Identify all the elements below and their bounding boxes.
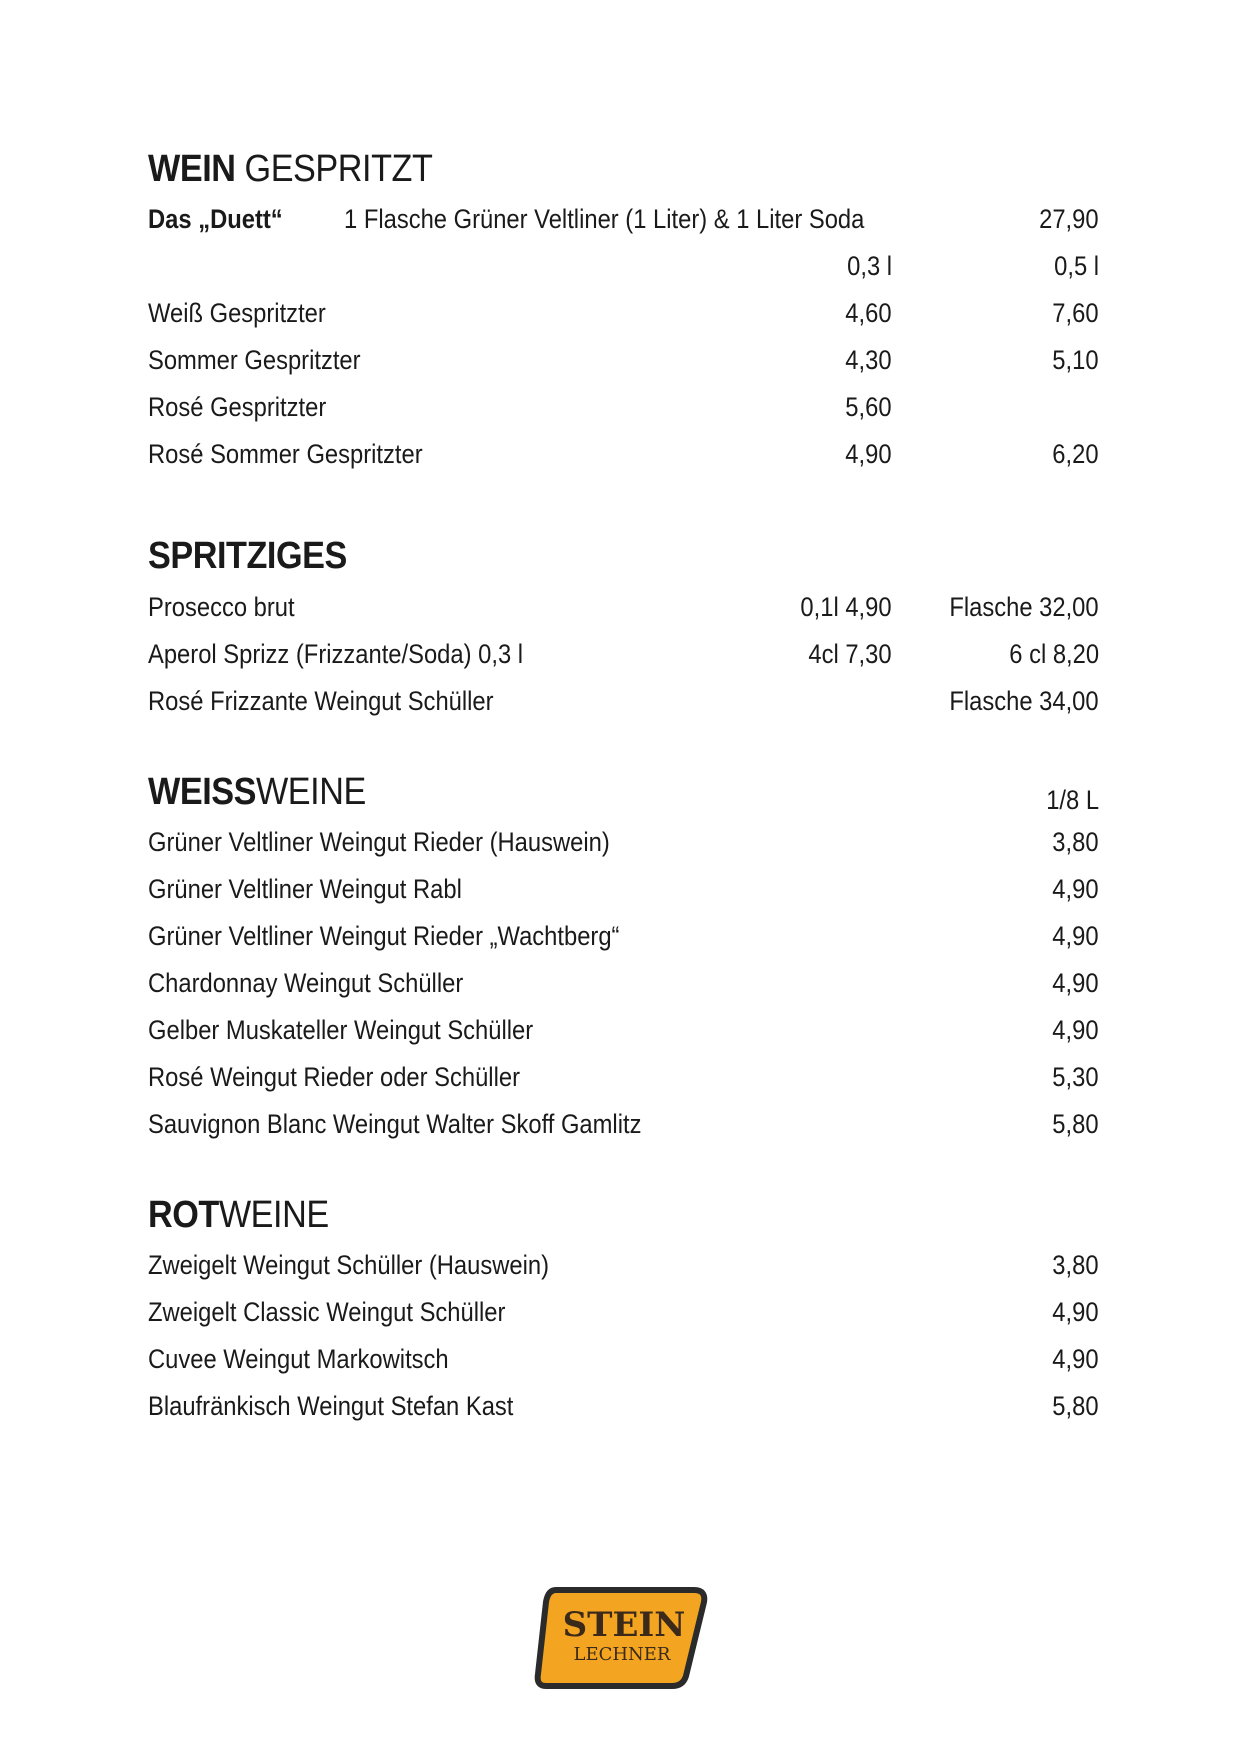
menu-item-row — [148, 1007, 1099, 1054]
item-name: Grüner Veltliner Weingut Rabl — [148, 874, 462, 904]
item-list — [148, 290, 1099, 478]
item-price: 3,80 — [1052, 827, 1099, 857]
item-price-large: 6 cl 8,20 — [1009, 639, 1099, 669]
item-name: Grüner Veltliner Weingut Rieder (Hauswein) — [148, 827, 610, 857]
item-price: 3,80 — [1052, 1250, 1099, 1280]
menu-item-row — [148, 1383, 1099, 1430]
item-name: Aperol Sprizz (Frizzante/Soda) 0,3 l — [148, 639, 524, 669]
item-name: Rosé Sommer Gespritzter — [148, 439, 423, 469]
item-price-small: 4,30 — [845, 345, 892, 375]
menu-item-row — [148, 1289, 1099, 1336]
item-description: 1 Flasche Grüner Veltliner (1 Liter) & 1 Liter Soda — [344, 204, 865, 234]
section-heading — [148, 534, 1004, 578]
item-name: Grüner Veltliner Weingut Rieder „Wachtberg“ — [148, 921, 620, 951]
section-heading — [148, 770, 1004, 814]
item-name: Prosecco brut — [148, 592, 295, 622]
item-price: 4,90 — [1052, 874, 1099, 904]
item-price-small: 0,1l 4,90 — [800, 592, 892, 622]
heading-light: WEINE — [255, 771, 366, 813]
menu-item-row — [148, 819, 1099, 866]
item-price: 5,30 — [1052, 1062, 1099, 1092]
item-price-large: 5,10 — [1052, 345, 1099, 375]
size-label-small: 0,3 l — [847, 251, 892, 281]
menu-item-row — [148, 431, 1099, 478]
section-heading — [148, 147, 1004, 191]
item-price-large: Flasche 34,00 — [949, 686, 1099, 716]
menu-item-row — [148, 337, 1099, 384]
menu-item-row — [148, 384, 1099, 431]
item-name: Rosé Frizzante Weingut Schüller — [148, 686, 494, 716]
item-name: Chardonnay Weingut Schüller — [148, 968, 464, 998]
section-spritziges — [148, 534, 1099, 725]
menu-item-row — [148, 1101, 1099, 1148]
menu-item-row — [148, 1054, 1099, 1101]
item-name: Das „Duett“ — [148, 204, 283, 234]
item-name: Rosé Gespritzter — [148, 392, 327, 422]
item-price-small: 5,60 — [845, 392, 892, 422]
item-price: 4,90 — [1052, 968, 1099, 998]
item-name: Weiß Gespritzter — [148, 298, 326, 328]
duett-row — [148, 196, 1099, 243]
size-label: 1/8 L — [1046, 785, 1099, 815]
item-price-small: 4cl 7,30 — [808, 639, 892, 669]
heading-bold: ROT — [148, 1194, 219, 1236]
item-name: Sommer Gespritzter — [148, 345, 361, 375]
heading-bold: WEIN — [148, 148, 236, 190]
menu-item-row — [148, 1336, 1099, 1383]
item-price: 4,90 — [1052, 1297, 1099, 1327]
item-list — [148, 1242, 1099, 1430]
item-name: Zweigelt Weingut Schüller (Hauswein) — [148, 1250, 550, 1280]
size-label-large: 0,5 l — [1054, 251, 1099, 281]
item-name: Blaufränkisch Weingut Stefan Kast — [148, 1391, 514, 1421]
heading-bold: SPRITZIGES — [148, 535, 347, 577]
item-price-large: Flasche 32,00 — [949, 592, 1099, 622]
steinlechner-logo — [534, 1584, 708, 1692]
item-price-small: 4,60 — [845, 298, 892, 328]
section-wein-gespritzt — [148, 147, 1099, 478]
wine-menu-page — [148, 0, 1099, 1754]
menu-item-row — [148, 960, 1099, 1007]
heading-bold: WEISS — [148, 771, 256, 813]
item-price: 4,90 — [1052, 1344, 1099, 1374]
item-price: 5,80 — [1052, 1391, 1099, 1421]
logo-text-lechner: LECHNER — [573, 1644, 671, 1665]
menu-item-row — [148, 631, 1099, 678]
item-price: 5,80 — [1052, 1109, 1099, 1139]
heading-light: GESPRITZT — [235, 148, 433, 190]
item-name: Sauvignon Blanc Weingut Walter Skoff Gamlitz — [148, 1109, 642, 1139]
item-price: 4,90 — [1052, 1015, 1099, 1045]
menu-item-row — [148, 290, 1099, 337]
menu-item-row — [148, 913, 1099, 960]
item-price-large: 7,60 — [1052, 298, 1099, 328]
item-price: 27,90 — [1039, 204, 1099, 234]
menu-item-row — [148, 678, 1099, 725]
section-weissweine — [148, 770, 1099, 1148]
heading-light: WEINE — [218, 1194, 329, 1236]
item-price: 4,90 — [1052, 921, 1099, 951]
item-list — [148, 584, 1099, 725]
logo-text-stein: STEIN — [562, 1605, 686, 1645]
item-name: Zweigelt Classic Weingut Schüller — [148, 1297, 506, 1327]
section-rotweine — [148, 1193, 1099, 1430]
item-list — [148, 819, 1099, 1148]
menu-item-row — [148, 1242, 1099, 1289]
menu-item-row — [148, 584, 1099, 631]
item-name: Gelber Muskateller Weingut Schüller — [148, 1015, 534, 1045]
item-name: Cuvee Weingut Markowitsch — [148, 1344, 449, 1374]
menu-item-row — [148, 866, 1099, 913]
item-price-small: 4,90 — [845, 439, 892, 469]
size-header-row — [148, 243, 1099, 290]
section-heading — [148, 1193, 1004, 1237]
item-name: Rosé Weingut Rieder oder Schüller — [148, 1062, 520, 1092]
item-price-large: 6,20 — [1052, 439, 1099, 469]
